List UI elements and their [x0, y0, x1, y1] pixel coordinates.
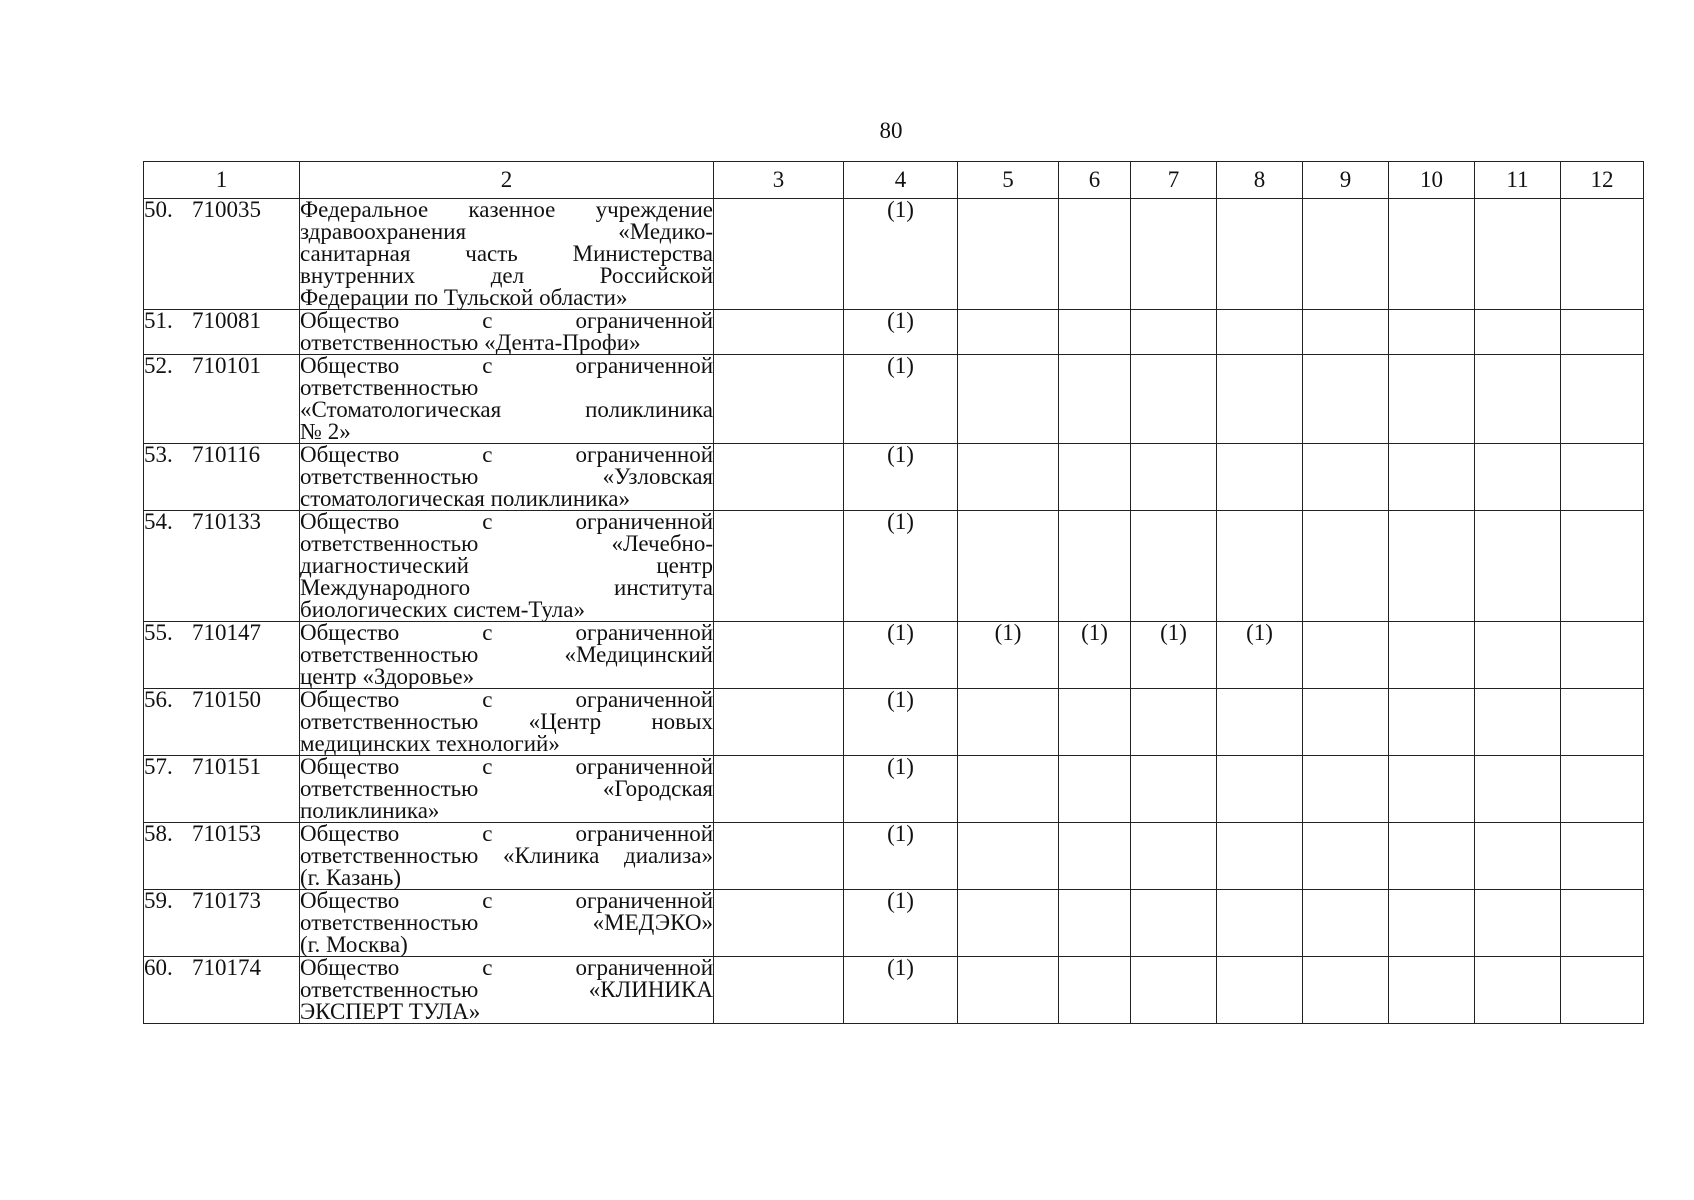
- mark-cell: [1303, 890, 1389, 957]
- row-number: 60.: [144, 955, 173, 980]
- mark-cell: [1059, 689, 1131, 756]
- organization-name-line: Федеральное казенное учреждение: [300, 197, 713, 222]
- organization-name: [300, 511, 714, 622]
- mark-cell: [1475, 511, 1561, 622]
- organization-code: 710151: [192, 754, 261, 779]
- organization-name: [300, 310, 714, 355]
- mark-cell: [1217, 689, 1303, 756]
- mark-cell: [714, 823, 844, 890]
- mark-cell: [958, 511, 1059, 622]
- mark-cell: [1561, 444, 1644, 511]
- mark-cell: [1303, 689, 1389, 756]
- organization-name-line: Общество с ограниченной: [300, 687, 713, 712]
- mark-cell: [1475, 890, 1561, 957]
- mark-cell: [714, 890, 844, 957]
- organization-code: 710133: [192, 509, 261, 534]
- mark-cell: [1389, 689, 1475, 756]
- organization-name: [300, 355, 714, 444]
- mark-cell: [1389, 756, 1475, 823]
- mark-cell: (1): [844, 823, 958, 890]
- mark-cell: [958, 823, 1059, 890]
- mark-cell: (1): [1217, 622, 1303, 689]
- mark-cell: [1217, 444, 1303, 511]
- organization-name-line: Общество с ограниченной: [300, 754, 713, 779]
- mark-cell: [1131, 199, 1217, 310]
- mark-cell: [1059, 511, 1131, 622]
- column-header: 6: [1059, 162, 1131, 199]
- mark-cell: (1): [844, 756, 958, 823]
- organization-code: 710153: [192, 821, 261, 846]
- mark-cell: [1561, 957, 1644, 1024]
- organization-name-line: ответственностью: [300, 375, 479, 400]
- mark-cell: [1303, 756, 1389, 823]
- organization-name-line: ответственностью «Дента-Профи»: [300, 330, 641, 355]
- organization-name-line: ответственностью «Узловская: [300, 464, 713, 489]
- mark-cell: (1): [844, 890, 958, 957]
- table-row: [144, 355, 1644, 444]
- organization-name-line: диагностический центр: [300, 553, 713, 578]
- page-number: 80: [879, 118, 903, 143]
- row-number: 59.: [144, 888, 173, 913]
- organization-name: [300, 444, 714, 511]
- organization-name-line: ответственностью «МЕДЭКО»: [300, 910, 713, 935]
- row-number-cell: [144, 199, 300, 310]
- organization-name-line: ответственностью «Лечебно-: [300, 531, 713, 556]
- row-number: 55.: [144, 620, 173, 645]
- mark-cell: (1): [844, 622, 958, 689]
- column-header: 11: [1475, 162, 1561, 199]
- mark-cell: [1059, 890, 1131, 957]
- table-row: [144, 756, 1644, 823]
- table-body: [144, 199, 1644, 1024]
- mark-cell: [1561, 689, 1644, 756]
- register-table: [143, 161, 1644, 1024]
- organization-name: [300, 890, 714, 957]
- organization-name-line: ответственностью «Центр новых: [300, 709, 713, 734]
- organization-name-line: Общество с ограниченной: [300, 888, 713, 913]
- row-number: 58.: [144, 821, 173, 846]
- mark-cell: [1475, 823, 1561, 890]
- organization-name-line: Общество с ограниченной: [300, 821, 713, 846]
- organization-code: 710116: [192, 442, 261, 467]
- row-number-cell: [144, 622, 300, 689]
- row-number-cell: [144, 756, 300, 823]
- organization-name-line: санитарная часть Министерства: [300, 241, 713, 266]
- mark-cell: (1): [844, 355, 958, 444]
- mark-cell: [1131, 511, 1217, 622]
- organization-name: [300, 622, 714, 689]
- organization-name: [300, 689, 714, 756]
- column-header: 5: [958, 162, 1059, 199]
- mark-cell: [1561, 622, 1644, 689]
- table-row: [144, 511, 1644, 622]
- organization-code: 710173: [192, 888, 261, 913]
- mark-cell: [1131, 890, 1217, 957]
- mark-cell: [1303, 310, 1389, 355]
- mark-cell: [1059, 355, 1131, 444]
- mark-cell: [1217, 957, 1303, 1024]
- mark-cell: [1561, 310, 1644, 355]
- organization-name-line: ответственностью «Медицинский: [300, 642, 713, 667]
- column-header: 12: [1561, 162, 1644, 199]
- organization-name-line: Общество с ограниченной: [300, 353, 713, 378]
- row-number-cell: [144, 890, 300, 957]
- column-header: 3: [714, 162, 844, 199]
- mark-cell: [1475, 199, 1561, 310]
- mark-cell: [1389, 823, 1475, 890]
- mark-cell: [1131, 756, 1217, 823]
- row-number-cell: [144, 355, 300, 444]
- mark-cell: [1389, 890, 1475, 957]
- table-row: [144, 890, 1644, 957]
- mark-cell: [714, 355, 844, 444]
- mark-cell: [1303, 957, 1389, 1024]
- mark-cell: [958, 310, 1059, 355]
- organization-name-line: медицинских технологий»: [300, 731, 560, 756]
- organization-code: 710081: [192, 308, 261, 333]
- mark-cell: (1): [844, 444, 958, 511]
- column-header: 8: [1217, 162, 1303, 199]
- organization-name: [300, 756, 714, 823]
- mark-cell: [714, 511, 844, 622]
- row-number-cell: [144, 823, 300, 890]
- mark-cell: [1303, 622, 1389, 689]
- mark-cell: [1131, 310, 1217, 355]
- organization-name-line: здравоохранения «Медико-: [300, 219, 713, 244]
- mark-cell: [1389, 310, 1475, 355]
- organization-name: [300, 957, 714, 1024]
- mark-cell: [1217, 823, 1303, 890]
- organization-name-line: стоматологическая поликлиника»: [300, 486, 631, 511]
- organization-name-line: ответственностью «КЛИНИКА: [300, 977, 713, 1002]
- organization-code: 710101: [192, 353, 261, 378]
- organization-code: 710174: [192, 955, 261, 980]
- mark-cell: [714, 957, 844, 1024]
- table-row: [144, 957, 1644, 1024]
- column-header: 4: [844, 162, 958, 199]
- mark-cell: (1): [844, 689, 958, 756]
- mark-cell: [1217, 511, 1303, 622]
- organization-code: 710035: [192, 197, 261, 222]
- organization-name-line: (г. Казань): [300, 865, 401, 890]
- mark-cell: [1561, 756, 1644, 823]
- row-number: 54.: [144, 509, 173, 534]
- organization-name-line: поликлиника»: [300, 798, 440, 823]
- row-number: 57.: [144, 754, 173, 779]
- mark-cell: [958, 689, 1059, 756]
- mark-cell: [1217, 199, 1303, 310]
- organization-name-line: Федерации по Тульской области»: [300, 285, 628, 310]
- mark-cell: [1475, 444, 1561, 511]
- row-number: 53.: [144, 442, 173, 467]
- mark-cell: [1561, 823, 1644, 890]
- mark-cell: (1): [844, 511, 958, 622]
- mark-cell: [1059, 444, 1131, 511]
- row-number: 51.: [144, 308, 173, 333]
- row-number-cell: [144, 689, 300, 756]
- mark-cell: [958, 444, 1059, 511]
- organization-name-line: Общество с ограниченной: [300, 308, 713, 333]
- organization-name-line: центр «Здоровье»: [300, 664, 475, 689]
- mark-cell: [1475, 756, 1561, 823]
- column-header: 7: [1131, 162, 1217, 199]
- mark-cell: [1475, 355, 1561, 444]
- mark-cell: (1): [844, 957, 958, 1024]
- mark-cell: [958, 890, 1059, 957]
- mark-cell: [1561, 355, 1644, 444]
- organization-name: [300, 823, 714, 890]
- organization-name-line: (г. Москва): [300, 932, 408, 957]
- mark-cell: [714, 689, 844, 756]
- mark-cell: [958, 756, 1059, 823]
- mark-cell: [714, 756, 844, 823]
- mark-cell: [1217, 756, 1303, 823]
- row-number: 50.: [144, 197, 173, 222]
- mark-cell: [1475, 622, 1561, 689]
- column-header: 10: [1389, 162, 1475, 199]
- table-row: [144, 689, 1644, 756]
- table-row: [144, 823, 1644, 890]
- organization-name-line: «Стоматологическая поликлиника: [300, 397, 713, 422]
- mark-cell: [1389, 511, 1475, 622]
- mark-cell: [1389, 355, 1475, 444]
- table-row: [144, 199, 1644, 310]
- mark-cell: [1059, 310, 1131, 355]
- column-header: 1: [144, 162, 300, 199]
- mark-cell: [1217, 310, 1303, 355]
- header-row: [144, 162, 1644, 199]
- mark-cell: [714, 199, 844, 310]
- organization-name-line: биологических систем-Тула»: [300, 597, 585, 622]
- mark-cell: (1): [1131, 622, 1217, 689]
- mark-cell: [1475, 310, 1561, 355]
- mark-cell: [1389, 444, 1475, 511]
- organization-name-line: ответственностью «Клиника диализа»: [300, 843, 713, 868]
- mark-cell: [1561, 199, 1644, 310]
- row-number-cell: [144, 511, 300, 622]
- mark-cell: (1): [1059, 622, 1131, 689]
- mark-cell: [1131, 957, 1217, 1024]
- mark-cell: [714, 310, 844, 355]
- organization-name-line: Общество с ограниченной: [300, 442, 713, 467]
- table-row: [144, 444, 1644, 511]
- mark-cell: (1): [958, 622, 1059, 689]
- mark-cell: [1303, 355, 1389, 444]
- mark-cell: [1389, 622, 1475, 689]
- organization-name-line: Международного института: [300, 575, 713, 600]
- row-number-cell: [144, 957, 300, 1024]
- mark-cell: (1): [844, 310, 958, 355]
- mark-cell: (1): [844, 199, 958, 310]
- mark-cell: [958, 199, 1059, 310]
- column-header: 9: [1303, 162, 1389, 199]
- mark-cell: [1131, 355, 1217, 444]
- organization-name: [300, 199, 714, 310]
- organization-name-line: внутренних дел Российской: [300, 263, 713, 288]
- organization-name-line: Общество с ограниченной: [300, 955, 713, 980]
- mark-cell: [1059, 957, 1131, 1024]
- organization-code: 710150: [192, 687, 261, 712]
- mark-cell: [1059, 823, 1131, 890]
- mark-cell: [1303, 823, 1389, 890]
- table-row: [144, 622, 1644, 689]
- mark-cell: [714, 444, 844, 511]
- mark-cell: [1131, 823, 1217, 890]
- mark-cell: [1561, 511, 1644, 622]
- table-row: [144, 310, 1644, 355]
- mark-cell: [1303, 199, 1389, 310]
- mark-cell: [958, 957, 1059, 1024]
- organization-name-line: ЭКСПЕРТ ТУЛА»: [300, 999, 481, 1024]
- row-number-cell: [144, 310, 300, 355]
- mark-cell: [1389, 957, 1475, 1024]
- mark-cell: [1059, 199, 1131, 310]
- mark-cell: [1475, 689, 1561, 756]
- mark-cell: [1303, 444, 1389, 511]
- mark-cell: [1561, 890, 1644, 957]
- organization-name-line: Общество с ограниченной: [300, 620, 713, 645]
- column-header: 2: [300, 162, 714, 199]
- row-number: 52.: [144, 353, 173, 378]
- mark-cell: [1131, 689, 1217, 756]
- mark-cell: [1389, 199, 1475, 310]
- mark-cell: [1475, 957, 1561, 1024]
- mark-cell: [1131, 444, 1217, 511]
- mark-cell: [1217, 355, 1303, 444]
- mark-cell: [958, 355, 1059, 444]
- organization-name-line: Общество с ограниченной: [300, 509, 713, 534]
- row-number-cell: [144, 444, 300, 511]
- mark-cell: [714, 622, 844, 689]
- organization-name-line: № 2»: [300, 419, 351, 444]
- organization-name-line: ответственностью «Городская: [300, 776, 713, 801]
- mark-cell: [1059, 756, 1131, 823]
- organization-code: 710147: [192, 620, 261, 645]
- row-number: 56.: [144, 687, 173, 712]
- mark-cell: [1217, 890, 1303, 957]
- mark-cell: [1303, 511, 1389, 622]
